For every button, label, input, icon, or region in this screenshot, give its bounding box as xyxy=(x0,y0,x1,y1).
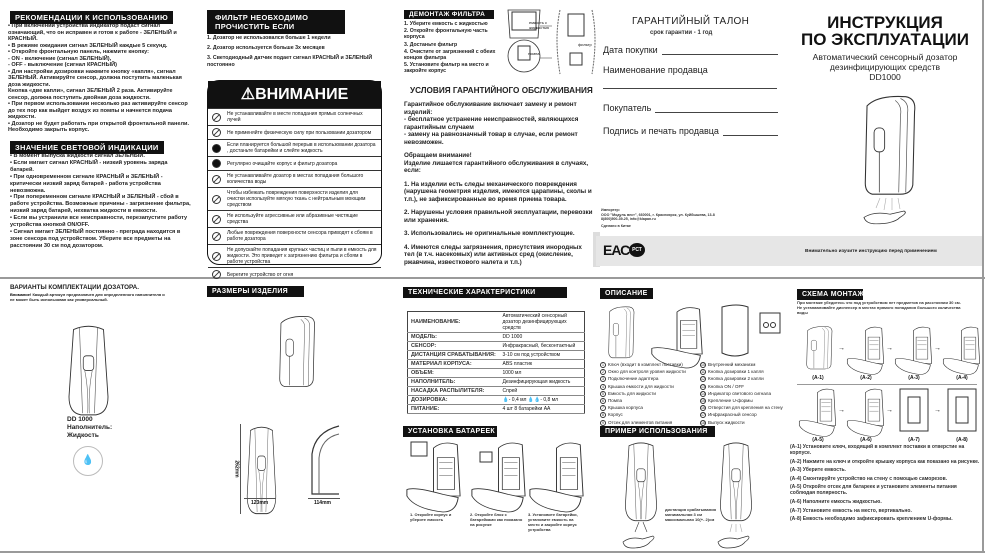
description-item-label: Кнопка дозировки 1 капля xyxy=(708,369,764,375)
seller-name-field[interactable] xyxy=(603,65,778,75)
spec-key: НАИМЕНОВАНИЕ: xyxy=(408,312,500,333)
number-badge: 18 xyxy=(701,420,705,425)
mounting-step: (A-3) Уберите емкость. xyxy=(790,467,846,474)
usage-distance: дистанция срабатывания минимальная 3 см максимальная 10(+- 2)см xyxy=(665,507,716,522)
warning-text: Чтобы избежать повреждения поверхности изделия для очистки используйте мягкую ткань с нейтральным моющим средством xyxy=(227,190,366,208)
description-item xyxy=(700,397,790,404)
eac-mark xyxy=(603,242,629,258)
description-title: ОПИСАНИЕ xyxy=(600,288,653,299)
specs-row xyxy=(408,387,585,396)
description-item-label: Помпа xyxy=(608,398,623,404)
depth-line xyxy=(308,498,340,499)
description-item xyxy=(600,368,700,375)
recommendations-text xyxy=(8,23,195,134)
indication-text xyxy=(10,153,192,250)
arrow-icon: → xyxy=(934,345,941,352)
recommendation-line: • Для настройки дозировки нажмите кнопку «капля», сигнал ЗЕЛЕНЫЙ. Активируйте сенсор, должна поступить маленькая доза жидкости. xyxy=(8,68,182,88)
warning-text: Регулярно очищайте корпус и фильтр дозатора xyxy=(227,160,338,167)
cover-title xyxy=(790,14,980,48)
mounting-figure-label: (A-5) xyxy=(812,437,824,443)
specs-row xyxy=(408,351,585,360)
warning-text: Не устанавливайте дозатор в местах попадания большого количества воды xyxy=(227,173,364,185)
mounting-step-image xyxy=(798,325,838,373)
variant-filler: Жидкость xyxy=(67,432,99,439)
specs-row xyxy=(408,405,585,414)
recommendation-line: • Дозатор не будет работать при открытой фронтальной панели. Необходимо закрыть корпус. xyxy=(8,120,190,133)
spec-key: МОДЕЛЬ: xyxy=(408,333,500,342)
recommendation-line: - ON - включение (сигнал ЗЕЛЕНЫЙ), xyxy=(8,55,112,62)
height-line xyxy=(240,424,241,514)
number-badge: 5 xyxy=(600,391,606,397)
warning-row xyxy=(208,244,381,267)
made-in: Сделано в Китае xyxy=(601,223,631,228)
mounting-step-image xyxy=(846,325,886,373)
description-item-label: Индикатор светового сигнала xyxy=(708,390,771,396)
recommendation-line: - OFF - выключение (сигнал КРАСНЫЙ) xyxy=(8,62,117,68)
description-item xyxy=(700,404,790,411)
page-divider xyxy=(0,551,985,553)
specs-row xyxy=(408,378,585,387)
specs-row xyxy=(408,312,585,333)
eac-mark-text: ЕАС xyxy=(603,242,630,258)
description-item xyxy=(600,397,700,404)
description-item xyxy=(700,375,790,382)
spec-value: 4 шт 8 батарейки АА xyxy=(500,405,585,414)
spec-value: Автоматический сенсорный дозатор дезинфицирующих средств xyxy=(500,312,585,333)
filter-clean-item: 1. Дозатор не использовался больше 1 недели xyxy=(207,35,331,41)
battery-step-caption: 3. Установите батарейки, установите емкость на место и закройте корпус устройства xyxy=(528,512,578,532)
width-label: 123mm xyxy=(251,500,269,506)
filter-clean-item: 3. Светодиодный датчик подает сигнал КРАСНЫЙ и ЗЕЛЕНЫЙ постоянно xyxy=(207,54,373,68)
indication-line: • Если мигает сигнал КРАСНЫЙ - низкий уровень заряда батарей. xyxy=(10,159,168,173)
spec-value: 3-10 см под устройством xyxy=(500,351,585,360)
prohibited-icon xyxy=(212,113,221,122)
number-badge: 17 xyxy=(701,413,705,418)
mounting-step: (A-4) Смонтируйте устройство на стену с помощью саморезов. xyxy=(790,475,948,482)
spec-key: НАСАДКА РАСПЫЛИТЕЛЯ: xyxy=(408,387,500,396)
signature-label: Подпись и печать продавца xyxy=(603,126,719,136)
recommendations-title: РЕКОМЕНДАЦИИ К ИСПОЛЬЗОВАНИЮ xyxy=(10,11,173,24)
variant-info xyxy=(67,416,112,440)
number-badge: 9 xyxy=(600,420,606,426)
description-item-label: Отсек для элементов питания xyxy=(608,419,673,425)
filter-clean-title xyxy=(207,10,345,34)
prohibited-icon xyxy=(212,270,221,279)
cover-subtitle-2: дезинфицирующих средств xyxy=(829,62,941,72)
description-item xyxy=(700,361,790,368)
variants-note-bold: Внимание! xyxy=(10,292,32,297)
cover-title-2: ПО ЭКСПЛУАТАЦИИ xyxy=(800,30,969,49)
description-item-label: Кнопка ON / OFF xyxy=(708,383,745,389)
cover-subtitle xyxy=(790,52,980,82)
row-divider xyxy=(0,277,985,279)
mounting-figure-label: (A-8) xyxy=(956,437,968,443)
variant-model: DD 1000 xyxy=(67,416,93,423)
mounting-figure xyxy=(846,387,886,445)
mounting-step-image xyxy=(846,387,886,435)
cover-title-1: ИНСТРУКЦИЯ xyxy=(827,13,943,32)
width-line xyxy=(244,498,276,499)
filter-removal-step: 2. Откройте фронтальную часть корпуса xyxy=(404,28,488,41)
warning-text: Любые повреждения поверхности сенсора приводят к сбоям в работе дозатора xyxy=(227,230,373,242)
warning-row xyxy=(208,210,381,227)
mounting-step: (A-8) Емкость необходимо зафиксировать креплением U-формы. xyxy=(790,516,953,523)
description-item xyxy=(700,368,790,375)
mounting-figure-label: (A-3) xyxy=(908,375,920,381)
prohibited-icon xyxy=(212,232,221,241)
number-badge: 14 xyxy=(701,391,705,396)
warning-row xyxy=(208,227,381,244)
variants-title: ВАРИАНТЫ КОМПЛЕКТАЦИИ ДОЗАТОРА. xyxy=(10,284,139,291)
mounting-figure-label: (A-7) xyxy=(908,437,920,443)
rst-mark xyxy=(629,243,645,257)
filter-clean-title-2: ПРОЧИСТИТЬ ЕСЛИ xyxy=(215,22,295,31)
warning-text: Не используйте агрессивные или абразивные чистящие средства xyxy=(227,213,358,225)
mounting-steps xyxy=(790,444,983,525)
filter-removal-steps xyxy=(404,21,504,76)
warning-row xyxy=(208,187,381,210)
mounting-figure xyxy=(894,387,934,445)
warning-row xyxy=(208,108,381,125)
indication-line: • При попеременном сигнале КРАСНЫЙ и ЗЕЛЕНЫЙ - сбой в работе устройства. Возможные причины - загрязнение фильтра, низкий заряд батарей, нехватка жидкости в емкости. xyxy=(10,194,191,215)
spec-value: Инфракрасный, бесконтактный xyxy=(500,342,585,351)
spec-key: МАТЕРИАЛ КОРПУСА: xyxy=(408,360,500,369)
spec-value: 1000 мл xyxy=(500,369,585,378)
prohibited-icon xyxy=(212,215,221,224)
mounting-intro: При монтаже убедитесь что под устройством нет предметов на расстоянии 30 см. Не устанавливайте диспенсер в местах прямого попадания большого количества воды xyxy=(797,300,961,315)
arrow-icon: → xyxy=(838,345,845,352)
mounting-figure-label: (A-4) xyxy=(956,375,968,381)
spec-key: ДОЗИРОВКА: xyxy=(408,396,500,405)
warning-row xyxy=(208,139,381,156)
indication-line: • Сигнал мигает ЗЕЛЕНЫЙ постоянно - преграда находится в зоне сенсора под устройством. Уберите все предметы на расстоянии 30 см под дозатором. xyxy=(10,228,181,249)
battery-step-1-image xyxy=(405,440,465,505)
purchase-date-label: Дата покупки xyxy=(603,45,658,55)
seller-name-label: Наименование продавца xyxy=(603,65,708,75)
indication-line: • В момент выпуска жидкости сигнал ЗЕЛЕНЫЙ. xyxy=(10,153,145,159)
mandatory-icon xyxy=(212,144,221,153)
importer-contacts: 8(800)500-39-25, info@klapan.ru xyxy=(601,217,656,222)
mounting-step: (A-7) Установите емкость на место, вертикально. xyxy=(790,507,912,514)
number-badge: 15 xyxy=(701,399,705,404)
description-list-left xyxy=(600,361,700,426)
description-diagrams xyxy=(602,303,782,366)
description-item xyxy=(600,411,700,418)
description-item-label: Крепление U-формы xyxy=(708,398,753,404)
spec-key: ОБЪЕМ: xyxy=(408,369,500,378)
dimensions-side-image xyxy=(309,424,341,504)
mounting-figure xyxy=(942,325,982,383)
description-item xyxy=(600,375,700,382)
mounting-step: (A-6) Наполните емкость жидкостью. xyxy=(790,498,882,505)
seller-name-line[interactable] xyxy=(603,88,777,89)
warning-row xyxy=(208,125,381,139)
filter-clean-item: 2. Дозатор используется больше 3х месяцев xyxy=(207,44,325,51)
filter-removal-step: 1. Уберите емкость с жидкостью xyxy=(404,21,488,27)
warranty-terms-text xyxy=(404,101,594,272)
cover-dispenser-image xyxy=(860,93,920,228)
number-badge: 10 xyxy=(701,363,705,367)
specs-row xyxy=(408,342,585,351)
spec-key: ПИТАНИЕ: xyxy=(408,405,500,414)
cover-model: DD1000 xyxy=(869,72,901,82)
warranty-card-title: ГАРАНТИЙНЫЙ ТАЛОН xyxy=(632,16,750,27)
description-item-label: Кнопка дозировки 2 капли xyxy=(708,376,764,382)
spec-value: 💧- 0,4 мл 💧💧- 0,8 мл xyxy=(500,396,585,405)
description-item xyxy=(600,383,700,390)
mounting-step-image xyxy=(894,387,934,435)
description-item xyxy=(600,390,700,397)
cover-subtitle-1: Автоматический сенсорный дозатор xyxy=(812,52,958,62)
warning-row xyxy=(208,170,381,187)
spec-value: DD 1000 xyxy=(500,333,585,342)
depth-label: 114mm xyxy=(314,500,331,506)
buyer-field[interactable] xyxy=(603,103,778,113)
description-list-right xyxy=(700,361,790,426)
prohibited-icon xyxy=(212,252,221,261)
mounting-figure xyxy=(798,387,838,445)
battery-title: УСТАНОВКА БАТАРЕЕК xyxy=(403,426,497,437)
mounting-step-image xyxy=(942,387,982,435)
spec-value: Спрей xyxy=(500,387,585,396)
number-badge: 1 xyxy=(600,362,606,368)
battery-step-caption: 2. Откройте блок с батарейками как показано на рисунке xyxy=(470,512,523,527)
specs-row xyxy=(408,396,585,405)
notice-text: Внимательно изучите инструкцию перед применением xyxy=(805,249,937,254)
warning-text: Не применяйте физическую силу при пользовании дозатором xyxy=(227,129,372,136)
number-badge: 3 xyxy=(600,376,606,382)
number-badge: 11 xyxy=(701,370,705,375)
importer-text: ООО "Модуль вест", 660001, г. Красноярск, ул. Куйбышева, 13-8 xyxy=(601,212,715,217)
signature-field[interactable] xyxy=(603,126,778,136)
battery-step-2-image xyxy=(470,440,530,505)
number-badge: 7 xyxy=(600,405,606,411)
filter-removal-step: 3. Достаньте фильтр xyxy=(404,41,458,48)
mounting-figure xyxy=(846,325,886,383)
filter-removal-step: 4. Очистите от загрязнений с обеих концов фильтра xyxy=(404,48,496,62)
number-badge: 16 xyxy=(701,406,705,411)
description-item-label: Окно для контроля уровня жидкости xyxy=(608,369,686,375)
warranty-term-paragraph: Гарантийное обслуживание включает замену и ремонт изделий: - бесплатное устранение неисправностей, являющихся гарантийным случаем - замену на равнозначный товар в случае, если ремонт невозможен. xyxy=(404,101,579,146)
specs-title: ТЕХНИЧЕСКИЕ ХАРАКТЕРИСТИКИ xyxy=(403,287,567,298)
warranty-term-paragraph: 1. На изделии есть следы механического повреждения (нарушена геометрия изделия, имеются царапины, сколы и т.п.), не зафиксированные во время приема товара. xyxy=(404,180,592,203)
mounting-step-image xyxy=(942,325,982,373)
label-pump: помпа xyxy=(528,51,540,56)
arrow-icon: → xyxy=(886,407,893,414)
importer-label: Импортер: xyxy=(601,208,620,212)
description-item xyxy=(700,383,790,390)
description-item-label: Подключение адаптера xyxy=(608,376,659,382)
variant-dispenser-image xyxy=(66,323,112,423)
number-badge: 2 xyxy=(600,369,606,375)
purchase-date-field[interactable] xyxy=(603,45,778,55)
warning-text: Не устанавливайте в месте попадания прямых солнечных лучей xyxy=(227,111,363,123)
usage-image-2 xyxy=(718,440,758,555)
warranty-term-paragraph: 3. Использовались не оригинальные комплектующие. xyxy=(404,230,575,237)
mounting-step: (A-1) Установите ключ, входящий в комплект поставки в отверстие на корпусе. xyxy=(790,444,965,456)
warning-text: Если планируется большой перерыв в использовании дозатора , достаньте батарейки и слейте жидкость xyxy=(227,142,376,154)
label-filter: фильтр xyxy=(578,42,592,47)
warning-text: Берегите устройство от огня xyxy=(227,271,294,278)
indication-line: • При одновременном сигнале КРАСНЫЙ и ЗЕЛЕНЫЙ - критически низкий заряд батарей - работа устройства невозможна. xyxy=(10,173,163,194)
mounting-step-image xyxy=(798,387,838,435)
description-item xyxy=(600,404,700,411)
description-item-label: Отверстия для крепления на стену xyxy=(708,405,783,411)
importer-block xyxy=(601,208,715,228)
warning-row xyxy=(208,267,381,281)
dimensions-title: РАЗМЕРЫ ИЗДЕЛИЯ xyxy=(207,286,304,297)
filter-clean-list xyxy=(207,35,382,72)
prohibited-icon xyxy=(212,128,221,137)
arrow-icon: → xyxy=(886,345,893,352)
spec-key: СЕНСОР: xyxy=(408,342,500,351)
spec-key: НАПОЛНИТЕЛЬ: xyxy=(408,378,500,387)
number-badge: 8 xyxy=(600,412,606,418)
warranty-term-paragraph: 2. Нарушены условия правильной эксплуатации, перевозки или хранения. xyxy=(404,209,593,224)
recommendation-line: • При включении устройства индикатор подаст сигнал означающий, что он исправен и готов к работе - ЗЕЛЕНЫЙ и КРАСНЫЙ. xyxy=(8,23,177,42)
description-item-label: Корпус xyxy=(608,412,623,418)
number-badge: 4 xyxy=(600,384,606,390)
number-badge: 13 xyxy=(701,384,705,389)
indication-line: • Если вы устранили все неисправности, перезапустите работу устройства кнопкой ON/OFF. xyxy=(10,215,188,229)
warning-text: Не допускайте попадания крупных частиц и пыли в емкость для жидкости. Это приведет к загрязнению фильтра и сбоям в работе устройства xyxy=(227,247,377,265)
mandatory-icon xyxy=(212,159,221,168)
warning-row xyxy=(208,156,381,170)
description-item-label: Внутренний механизм xyxy=(708,362,756,367)
arrow-icon: → xyxy=(934,407,941,414)
recommendation-line: • Откройте фронтальную панель, нажмите кнопку: xyxy=(8,49,150,55)
warranty-terms-title: УСЛОВИЯ ГАРАНТИЙНОГО ОБСЛУЖИВАНИЯ xyxy=(410,86,593,95)
recommendation-line: • В режиме ожидания сигнал ЗЕЛЕНЫЙ каждые 5 секунд. xyxy=(8,42,168,49)
description-item xyxy=(700,390,790,397)
specs-table xyxy=(407,311,585,414)
description-item-label: Инфракрасный сенсор xyxy=(708,412,757,418)
label-container: емкость с жидкостью xyxy=(529,20,550,30)
filter-removal-title: ДЕМОНТАЖ ФИЛЬТРА xyxy=(404,10,494,19)
description-item xyxy=(600,361,700,368)
prohibited-icon xyxy=(212,175,221,184)
warranty-term-paragraph: 4. Имеются следы загрязнения, присутствия инородных тел (в т.ч. насекомых) или активных сред (окисление, ржавчина, известкового налета и т.п.) xyxy=(404,243,582,266)
usage-title: ПРИМЕР ИСПОЛЬЗОВАНИЯ xyxy=(600,426,715,437)
variant-filler-label: Наполнитель: xyxy=(67,424,113,431)
liquid-icon: 💧 xyxy=(73,446,103,476)
mounting-figure xyxy=(894,325,934,383)
spec-value: ABS пластик xyxy=(500,360,585,369)
prohibited-icon xyxy=(212,195,221,204)
filter-removal-step: 5. Установите фильтр на место и закройте корпус xyxy=(404,62,489,75)
filter-clean-title-1: ФИЛЬТР НЕОБХОДИМО xyxy=(215,13,309,22)
description-item-label: Выпуск жидкости xyxy=(708,419,745,425)
mounting-figure-label: (A-2) xyxy=(860,375,872,381)
description-item-label: Ключ (входит в комплект поставки) xyxy=(608,362,683,367)
variants-note-text: Каждый артикул предназначен для определенного наполнителя и не может быть использован как универсальный. xyxy=(10,292,165,302)
recommendation-line: • При первом использовании несколько раз активируйте сенсор до тех пор как выйдет воздух из помпы и начнется подача жидкости. xyxy=(8,101,188,120)
specs-row xyxy=(408,333,585,342)
variants-note xyxy=(10,292,170,302)
mounting-step: (A-5) Откройте отсек для батареек и установите элементы питания соблюдая полярность. xyxy=(790,484,957,497)
mounting-divider xyxy=(797,384,977,385)
height-label: 262mm xyxy=(233,460,240,478)
number-badge: 6 xyxy=(600,398,606,404)
recommendation-line: Кнопка «две капли», сигнал ЗЕЛЕНЫЙ 2 раза. Активируйте сенсор, должна поступить двойная доза жидкости. xyxy=(8,88,173,101)
specs-row xyxy=(408,360,585,369)
warranty-period: срок гарантии - 1 год xyxy=(650,30,713,36)
description-item-label: Крышка корпуса xyxy=(608,405,643,411)
rst-mark-text: РСТ xyxy=(632,247,642,253)
description-item-label: Емкость для жидкости xyxy=(608,390,656,396)
warranty-term-paragraph: Обращаем внимание! Изделие лишается гарантийного обслуживания в случаях, если: xyxy=(404,152,589,174)
mounting-figure-label: (A-6) xyxy=(860,437,872,443)
number-badge: 12 xyxy=(701,377,705,382)
battery-step-caption: 1. Откройте корпус и уберите емкость xyxy=(410,512,452,522)
warning-title: ⚠ВНИМАНИЕ xyxy=(208,81,381,108)
description-item-label: Крышка емкости для жидкости xyxy=(608,383,674,389)
warning-box xyxy=(207,80,382,278)
specs-row xyxy=(408,369,585,378)
description-item xyxy=(700,419,790,426)
battery-step-3-image xyxy=(528,440,588,505)
mounting-title: СХЕМА МОНТАЖА xyxy=(797,289,863,300)
arrow-icon: → xyxy=(838,407,845,414)
mounting-figure-label: (A-1) xyxy=(812,375,824,381)
mounting-figure xyxy=(798,325,838,383)
dimensions-iso-image xyxy=(276,314,318,399)
spec-value: Дезинфицирующая жидкость xyxy=(500,378,585,387)
dimensions-front-image xyxy=(245,424,281,521)
indication-title: ЗНАЧЕНИЕ СВЕТОВОЙ ИНДИКАЦИИ xyxy=(10,141,164,154)
usage-image-1 xyxy=(623,440,663,555)
mounting-figure xyxy=(942,387,982,445)
mounting-step: (A-2) Нажмите на ключ и откройте крышку корпуса как показано на рисунке. xyxy=(790,458,980,465)
description-item xyxy=(700,411,790,418)
buyer-label: Покупатель xyxy=(603,103,652,113)
mounting-step-image xyxy=(894,325,934,373)
spec-key: ДИСТАНЦИЯ СРАБАТЫВАНИЯ: xyxy=(408,351,500,360)
description-item xyxy=(600,419,700,426)
